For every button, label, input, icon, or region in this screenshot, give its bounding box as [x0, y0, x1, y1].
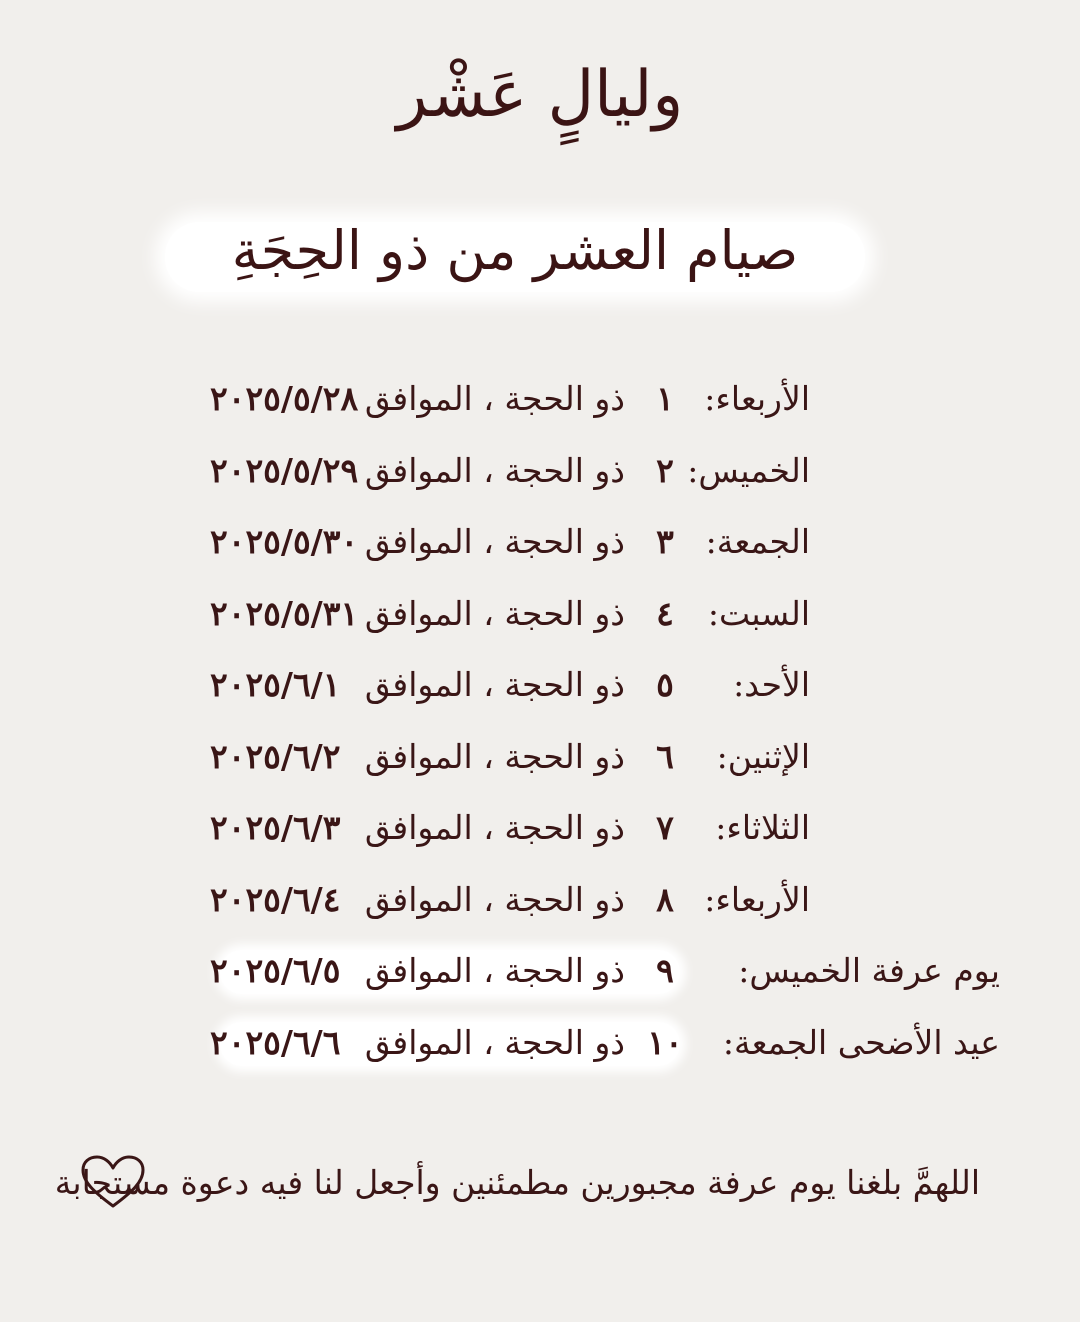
- hijri-day-number: ٣: [656, 522, 674, 561]
- day-label: الثلاثاء:: [715, 808, 810, 847]
- schedule-row: [190, 434, 1000, 506]
- day-label: عيد الأضحى الجمعة:: [722, 1022, 1000, 1062]
- hijri-month-label: ذو الحجة ، الموافق: [364, 736, 625, 776]
- day-label: يوم عرفة الخميس:: [738, 951, 1000, 990]
- hijri-day-number: ٩: [656, 951, 674, 990]
- gregorian-date: ٢٠٢٥/٥/٣١: [210, 593, 359, 633]
- hijri-day-number: ٦: [656, 736, 674, 776]
- gregorian-date: ٢٠٢٥/٦/٤: [210, 879, 341, 919]
- hijri-day-number: ١٠: [647, 1022, 683, 1062]
- hijri-day-number: ٤: [656, 593, 674, 633]
- schedule-row: [190, 791, 1000, 863]
- gregorian-date: ٢٠٢٥/٥/٢٨: [210, 379, 359, 418]
- hijri-month-label: ذو الحجة ، الموافق: [364, 522, 625, 561]
- hijri-day-number: ١: [656, 379, 674, 418]
- day-label: الأربعاء:: [704, 379, 810, 418]
- hijri-day-number: ٧: [656, 808, 674, 847]
- schedule-row: [190, 720, 1000, 792]
- schedule-row: [190, 648, 1000, 720]
- hijri-day-number: ٨: [656, 879, 674, 919]
- gregorian-date: ٢٠٢٥/٦/٣: [210, 808, 341, 847]
- page-subtitle: صيام العشر من ذو الحِجَةِ: [231, 219, 799, 282]
- dua-text: اللهمَّ بلغنا يوم عرفة مجبورين مطمئنين وأجعل لنا فيه دعوة مستجابة: [54, 1163, 980, 1202]
- fasting-schedule: [190, 362, 1000, 1077]
- schedule-row: [190, 577, 1000, 649]
- schedule-row-arafah: [190, 934, 1000, 1006]
- hijri-month-label: ذو الحجة ، الموافق: [364, 593, 625, 633]
- day-label: الخميس:: [687, 450, 810, 490]
- hijri-day-number: ٢: [656, 450, 674, 490]
- hijri-month-label: ذو الحجة ، الموافق: [364, 1022, 625, 1062]
- schedule-row-eid: [190, 1006, 1000, 1078]
- day-label: الإثنين:: [716, 736, 810, 776]
- hijri-month-label: ذو الحجة ، الموافق: [364, 665, 625, 704]
- gregorian-date: ٢٠٢٥/٥/٣٠: [210, 522, 359, 561]
- gregorian-date: ٢٠٢٥/٦/١: [210, 665, 341, 704]
- gregorian-date: ٢٠٢٥/٦/٢: [210, 736, 341, 776]
- gregorian-date: ٢٠٢٥/٥/٢٩: [210, 450, 359, 490]
- hijri-month-label: ذو الحجة ، الموافق: [364, 808, 625, 847]
- schedule-row: [190, 362, 1000, 434]
- day-label: السبت:: [707, 593, 810, 633]
- gregorian-date: ٢٠٢٥/٦/٦: [210, 1022, 341, 1062]
- page-title: وليالٍ عَشْر: [396, 58, 684, 132]
- schedule-row: [190, 863, 1000, 935]
- day-label: الجمعة:: [705, 522, 810, 561]
- dua-footer: [54, 1140, 980, 1230]
- day-label: الأربعاء:: [704, 879, 810, 919]
- hijri-month-label: ذو الحجة ، الموافق: [364, 379, 625, 418]
- gregorian-date: ٢٠٢٥/٦/٥: [210, 951, 341, 990]
- day-label: الأحد:: [733, 665, 810, 704]
- hijri-day-number: ٥: [656, 665, 674, 704]
- hijri-month-label: ذو الحجة ، الموافق: [364, 450, 625, 490]
- hijri-month-label: ذو الحجة ، الموافق: [364, 879, 625, 919]
- hijri-month-label: ذو الحجة ، الموافق: [364, 951, 625, 990]
- schedule-row: [190, 505, 1000, 577]
